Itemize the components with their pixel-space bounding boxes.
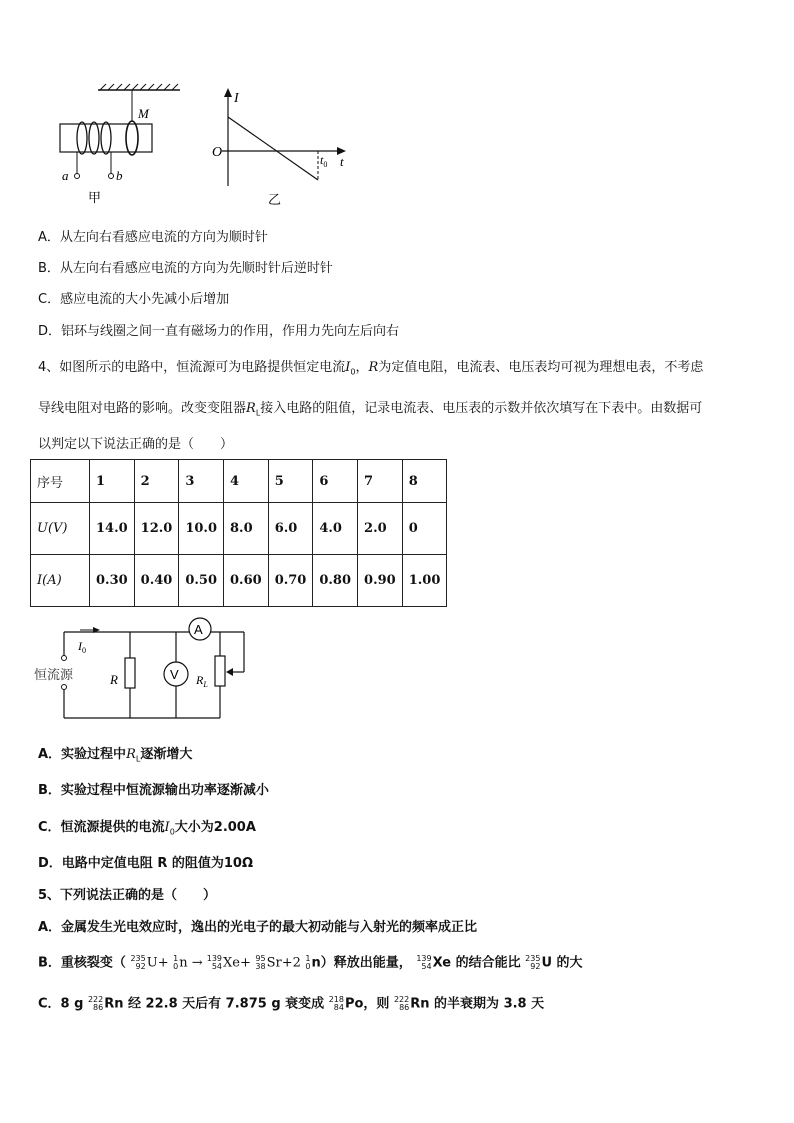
q4-stem-line1: 4、如图所示的电路中，恒流源可为电路提供恒定电流$I_0$，R为定值电阻，电流表、电压表均可视为理想电表，不考虑 <box>38 360 704 377</box>
table-cell: 0.90 <box>358 555 403 607</box>
table-cell: 8.0 <box>224 503 269 555</box>
q3-option-a: A．从左向右看感应电流的方向为顺时针 <box>38 230 268 245</box>
voltmeter-label: V <box>170 667 179 682</box>
table-cell: 0.70 <box>268 555 313 607</box>
circuit-label-I0: $I_0$ <box>78 639 86 655</box>
table-row <box>31 460 447 503</box>
current-time-graph <box>222 88 346 186</box>
caption-jia: 甲 <box>88 191 102 206</box>
circuit-label-RL: $R_L$ <box>196 673 208 689</box>
axis-t: t <box>340 154 344 169</box>
table-cell: 6 <box>313 460 358 503</box>
table-cell: 0.80 <box>313 555 358 607</box>
figure-coil-and-graph <box>50 82 360 212</box>
table-cell: 0.40 <box>134 555 179 607</box>
axis-I: I <box>234 91 239 106</box>
table-cell: 2.0 <box>358 503 403 555</box>
table-cell: 7 <box>358 460 403 503</box>
label-t0: $t_0$ <box>320 153 328 169</box>
table-cell: 2 <box>134 460 179 503</box>
header-index: 序号 <box>31 460 90 503</box>
table-cell: 0.50 <box>179 555 224 607</box>
measurement-table <box>30 459 447 607</box>
solenoid-windings <box>77 122 111 154</box>
table-cell: 14.0 <box>90 503 135 555</box>
table-row <box>31 503 447 555</box>
q4-stem-line3: 以判定以下说法正确的是（ ） <box>38 437 234 452</box>
table-cell: 4.0 <box>313 503 358 555</box>
q4-option-d: D．电路中定值电阻 R 的阻值为10Ω <box>38 856 253 871</box>
q3-option-b: B．从左向右看感应电流的方向为先顺时针后逆时针 <box>38 261 333 276</box>
table-cell: 5 <box>268 460 313 503</box>
q5-option-c: C．8 g 222 86 Rn 经 22.8 天后有 7.875 g 衰变成 218 84 Po，则 222 86 Rn 的半衰期为 3.8 天 <box>38 995 545 1012</box>
table-cell: 1 <box>90 460 135 503</box>
q3-option-c: C．感应电流的大小先减小后增加 <box>38 292 230 307</box>
q4-option-c: C．恒流源提供的电流$I_0$大小为2.00A <box>38 820 256 837</box>
table-cell: 0 <box>402 503 447 555</box>
q5-option-a: A．金属发生光电效应时，逸出的光电子的最大初动能与入射光的频率成正比 <box>38 920 478 935</box>
ammeter-label: A <box>194 622 203 637</box>
table-cell: 4 <box>224 460 269 503</box>
q4-option-a: A．实验过程中$R_L$逐渐增大 <box>38 747 193 764</box>
table-cell: 0.30 <box>90 555 135 607</box>
header-voltage: U(V) <box>31 503 90 555</box>
label-b: b <box>116 168 123 183</box>
circuit-source-label: 恒流源 <box>34 668 74 683</box>
table-cell: 6.0 <box>268 503 313 555</box>
table-cell: 0.60 <box>224 555 269 607</box>
q3-option-d: D．铝环与线圈之间一直有磁场力的作用，作用力先向左后向右 <box>38 324 400 339</box>
header-current: I(A) <box>31 555 90 607</box>
coil-leads <box>75 152 114 179</box>
q5-option-b: B．重核裂变（ 235 92 U+ 1 0 n → 139 54 Xe+ 95 38 Sr+2 1 0 n）释放出能量， 139 54 Xe 的结合能比 235 92 U 的大 <box>38 954 583 971</box>
circuit-label-R: R <box>110 672 118 687</box>
table-cell: 12.0 <box>134 503 179 555</box>
q4-option-b: B．实验过程中恒流源输出功率逐渐减小 <box>38 783 269 798</box>
table-cell: 3 <box>179 460 224 503</box>
label-a: a <box>62 168 69 183</box>
table-cell: 8 <box>402 460 447 503</box>
current-line <box>228 117 318 180</box>
q4-stem-line2: 导线电阻对电路的影响。改变变阻器$R_L$接入电路的阻值，记录电流表、电压表的示数并依次填写在下表中。由数据可 <box>38 401 703 418</box>
label-M: M <box>138 106 149 121</box>
q5-stem: 5、下列说法正确的是（ ） <box>38 888 217 903</box>
table-row <box>31 555 447 607</box>
circuit-diagram <box>30 612 260 728</box>
caption-yi: 乙 <box>268 193 282 208</box>
table-cell: 10.0 <box>179 503 224 555</box>
axis-O: O <box>212 145 223 160</box>
table-cell: 1.00 <box>402 555 447 607</box>
aluminum-ring <box>126 121 138 155</box>
